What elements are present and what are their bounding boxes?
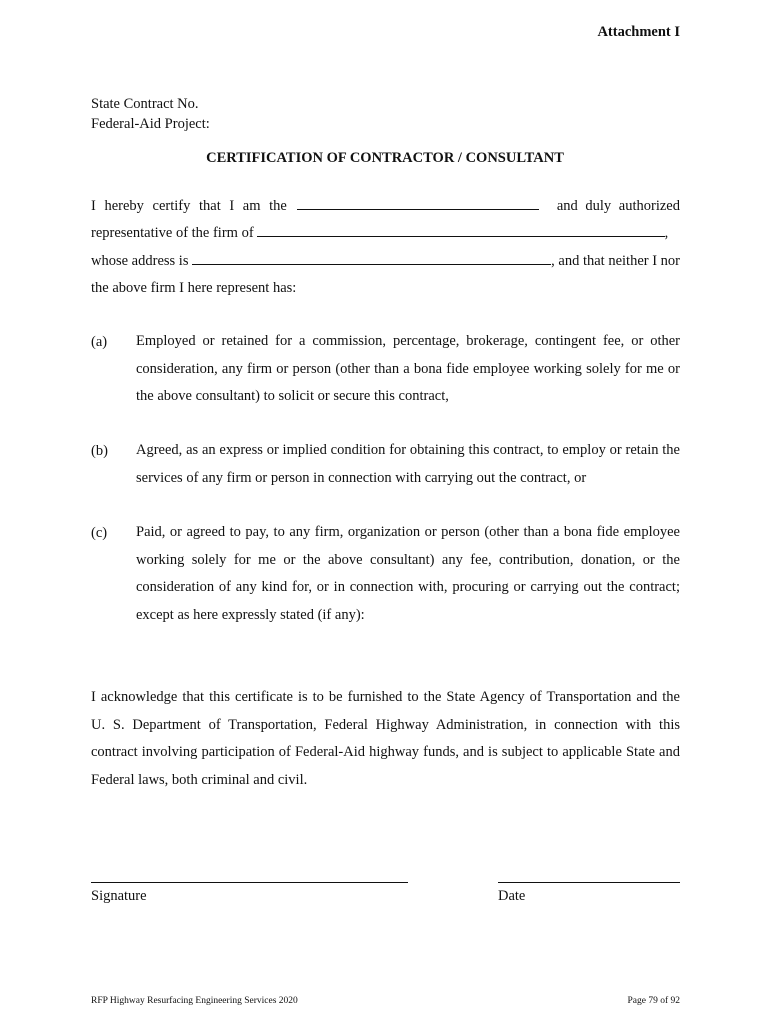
- federal-aid-project-label: Federal-Aid Project:: [91, 116, 210, 132]
- certify-line-3-start: whose address is: [91, 253, 189, 269]
- signature-label: Signature: [91, 888, 147, 904]
- signature-line[interactable]: [91, 882, 408, 883]
- certify-line-1: [91, 196, 680, 216]
- page-number: Page 79 of 92: [627, 996, 680, 1006]
- certify-line-4: the above firm I here represent has:: [91, 280, 297, 296]
- item-a-line: Employed or retained for a commission, percentage, brokerage, contingent fee, or other: [136, 333, 680, 349]
- item-a-text: [136, 328, 680, 411]
- item-c-text: [136, 519, 680, 629]
- item-c-line: consideration of any kind for, or in connection with, procuring or carrying out the contract;: [136, 579, 680, 595]
- footer-document-title: RFP Highway Resurfacing Engineering Services 2020: [91, 996, 298, 1006]
- acknowledgement-line: Federal laws, both criminal and civil.: [91, 771, 308, 788]
- acknowledgement-line: U. S. Department of Transportation, Federal Highway Administration, in connection with this: [91, 716, 680, 733]
- date-line[interactable]: [498, 882, 680, 883]
- certify-line-3-end: , and that neither I nor: [551, 253, 680, 269]
- certify-line-2-start: representative of the firm of: [91, 225, 254, 241]
- attachment-label: Attachment I: [597, 24, 680, 40]
- item-b-line: services of any firm or person in connection with carrying out the contract, or: [136, 469, 587, 486]
- title-blank[interactable]: [297, 196, 539, 210]
- item-c-line: working solely for me or the above consultant) any fee, contribution, donation, or the: [136, 551, 680, 568]
- item-b-label: (b): [91, 443, 108, 459]
- item-c-label: (c): [91, 525, 108, 541]
- item-c-line: Paid, or agreed to pay, to any firm, organization or person (other than a bona fide employee: [136, 524, 680, 540]
- certify-line-2-end: ,: [664, 225, 669, 241]
- item-a-line: consideration, any firm or person (other than a bona fide employee working solely for me or: [136, 360, 680, 377]
- acknowledgement-line: I acknowledge that this certificate is to be furnished to the State Agency of Transportation and the: [91, 689, 680, 705]
- acknowledgement-paragraph: [91, 684, 680, 794]
- item-a-label: (a): [91, 334, 108, 350]
- item-c-line: except as here expressly stated (if any):: [136, 606, 365, 623]
- certify-line-1-end: and duly authorized: [556, 198, 680, 214]
- date-label: Date: [498, 888, 526, 904]
- state-contract-no-label: State Contract No.: [91, 96, 199, 112]
- address-blank[interactable]: [192, 251, 551, 265]
- item-a-line: the above consultant) to solicit or secure this contract,: [136, 388, 449, 404]
- item-b-text: [136, 437, 680, 492]
- document-title: CERTIFICATION OF CONTRACTOR / CONSULTANT: [206, 150, 564, 166]
- item-b-line: Agreed, as an express or implied condition for obtaining this contract, to employ or retain the: [136, 442, 680, 458]
- certify-line-2: [91, 223, 680, 243]
- certify-line-3: [91, 251, 680, 271]
- firm-name-blank[interactable]: [257, 223, 665, 237]
- acknowledgement-line: contract involving participation of Federal-Aid highway funds, and is subject to applicable State and: [91, 744, 680, 760]
- certify-line-1-start: I hereby certify that I am the: [91, 198, 287, 214]
